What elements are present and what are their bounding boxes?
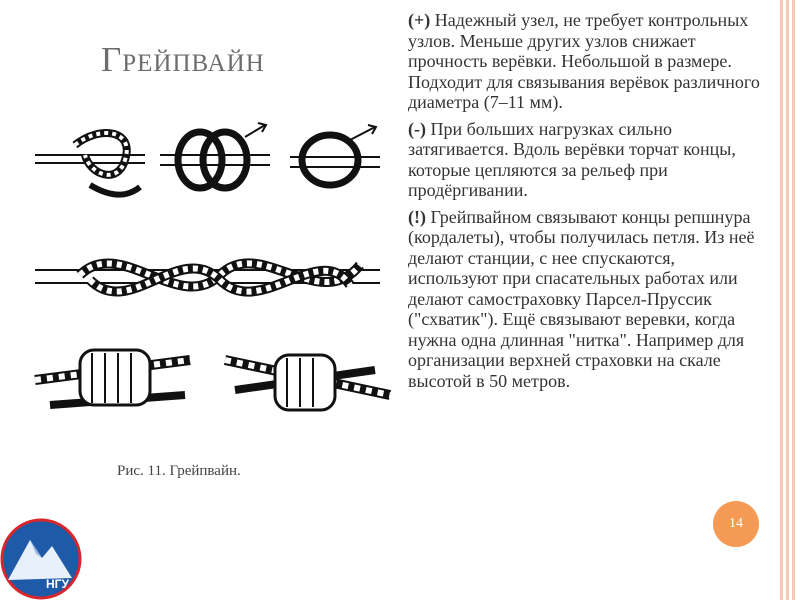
logo-text: НГУ xyxy=(46,577,69,591)
paragraph-note-text: Грейпвайном связывают концы репшнура (кордалеты), чтобы получилась петля. Из неё делают станции, с нее спускаются, используют при спасательных работах или делают самостраховку Парсел-Пруссик ("схватик"). Ещё связывают веревки, когда нужна одна длинная "нитка". Например для организации верхней страховки на скале высотой в 50 метров. xyxy=(408,206,755,391)
figure-caption: Рис. 11. Грейпвайн. xyxy=(117,463,241,479)
paragraph-plus-text: Надежный узел, не требует контрольных узлов. Меньше других узлов снижает прочность верёвки. Небольшой в размере. Подходит для связывания верёвок различного диаметра (7–11 мм). xyxy=(408,10,760,112)
paragraph-minus xyxy=(408,119,768,201)
right-border-stripe xyxy=(780,0,783,600)
slide-title: Грейпвайн xyxy=(101,40,265,79)
right-border-stripe xyxy=(786,0,789,600)
marker-plus: (+) xyxy=(408,10,431,30)
university-logo xyxy=(0,518,82,600)
right-border-stripe xyxy=(792,0,795,600)
knot-illustration xyxy=(30,115,400,435)
paragraph-plus xyxy=(408,10,768,113)
page-number-badge: 14 xyxy=(713,501,759,547)
marker-minus: (-) xyxy=(408,118,426,139)
marker-note: (!) xyxy=(408,206,426,227)
paragraph-note xyxy=(408,207,768,392)
body-text xyxy=(408,10,768,397)
paragraph-minus-text: При больших нагрузках сильно затягивается. Вдоль верёвки торчат концы, которые цепляются за рельеф при продёргивании. xyxy=(408,118,736,200)
